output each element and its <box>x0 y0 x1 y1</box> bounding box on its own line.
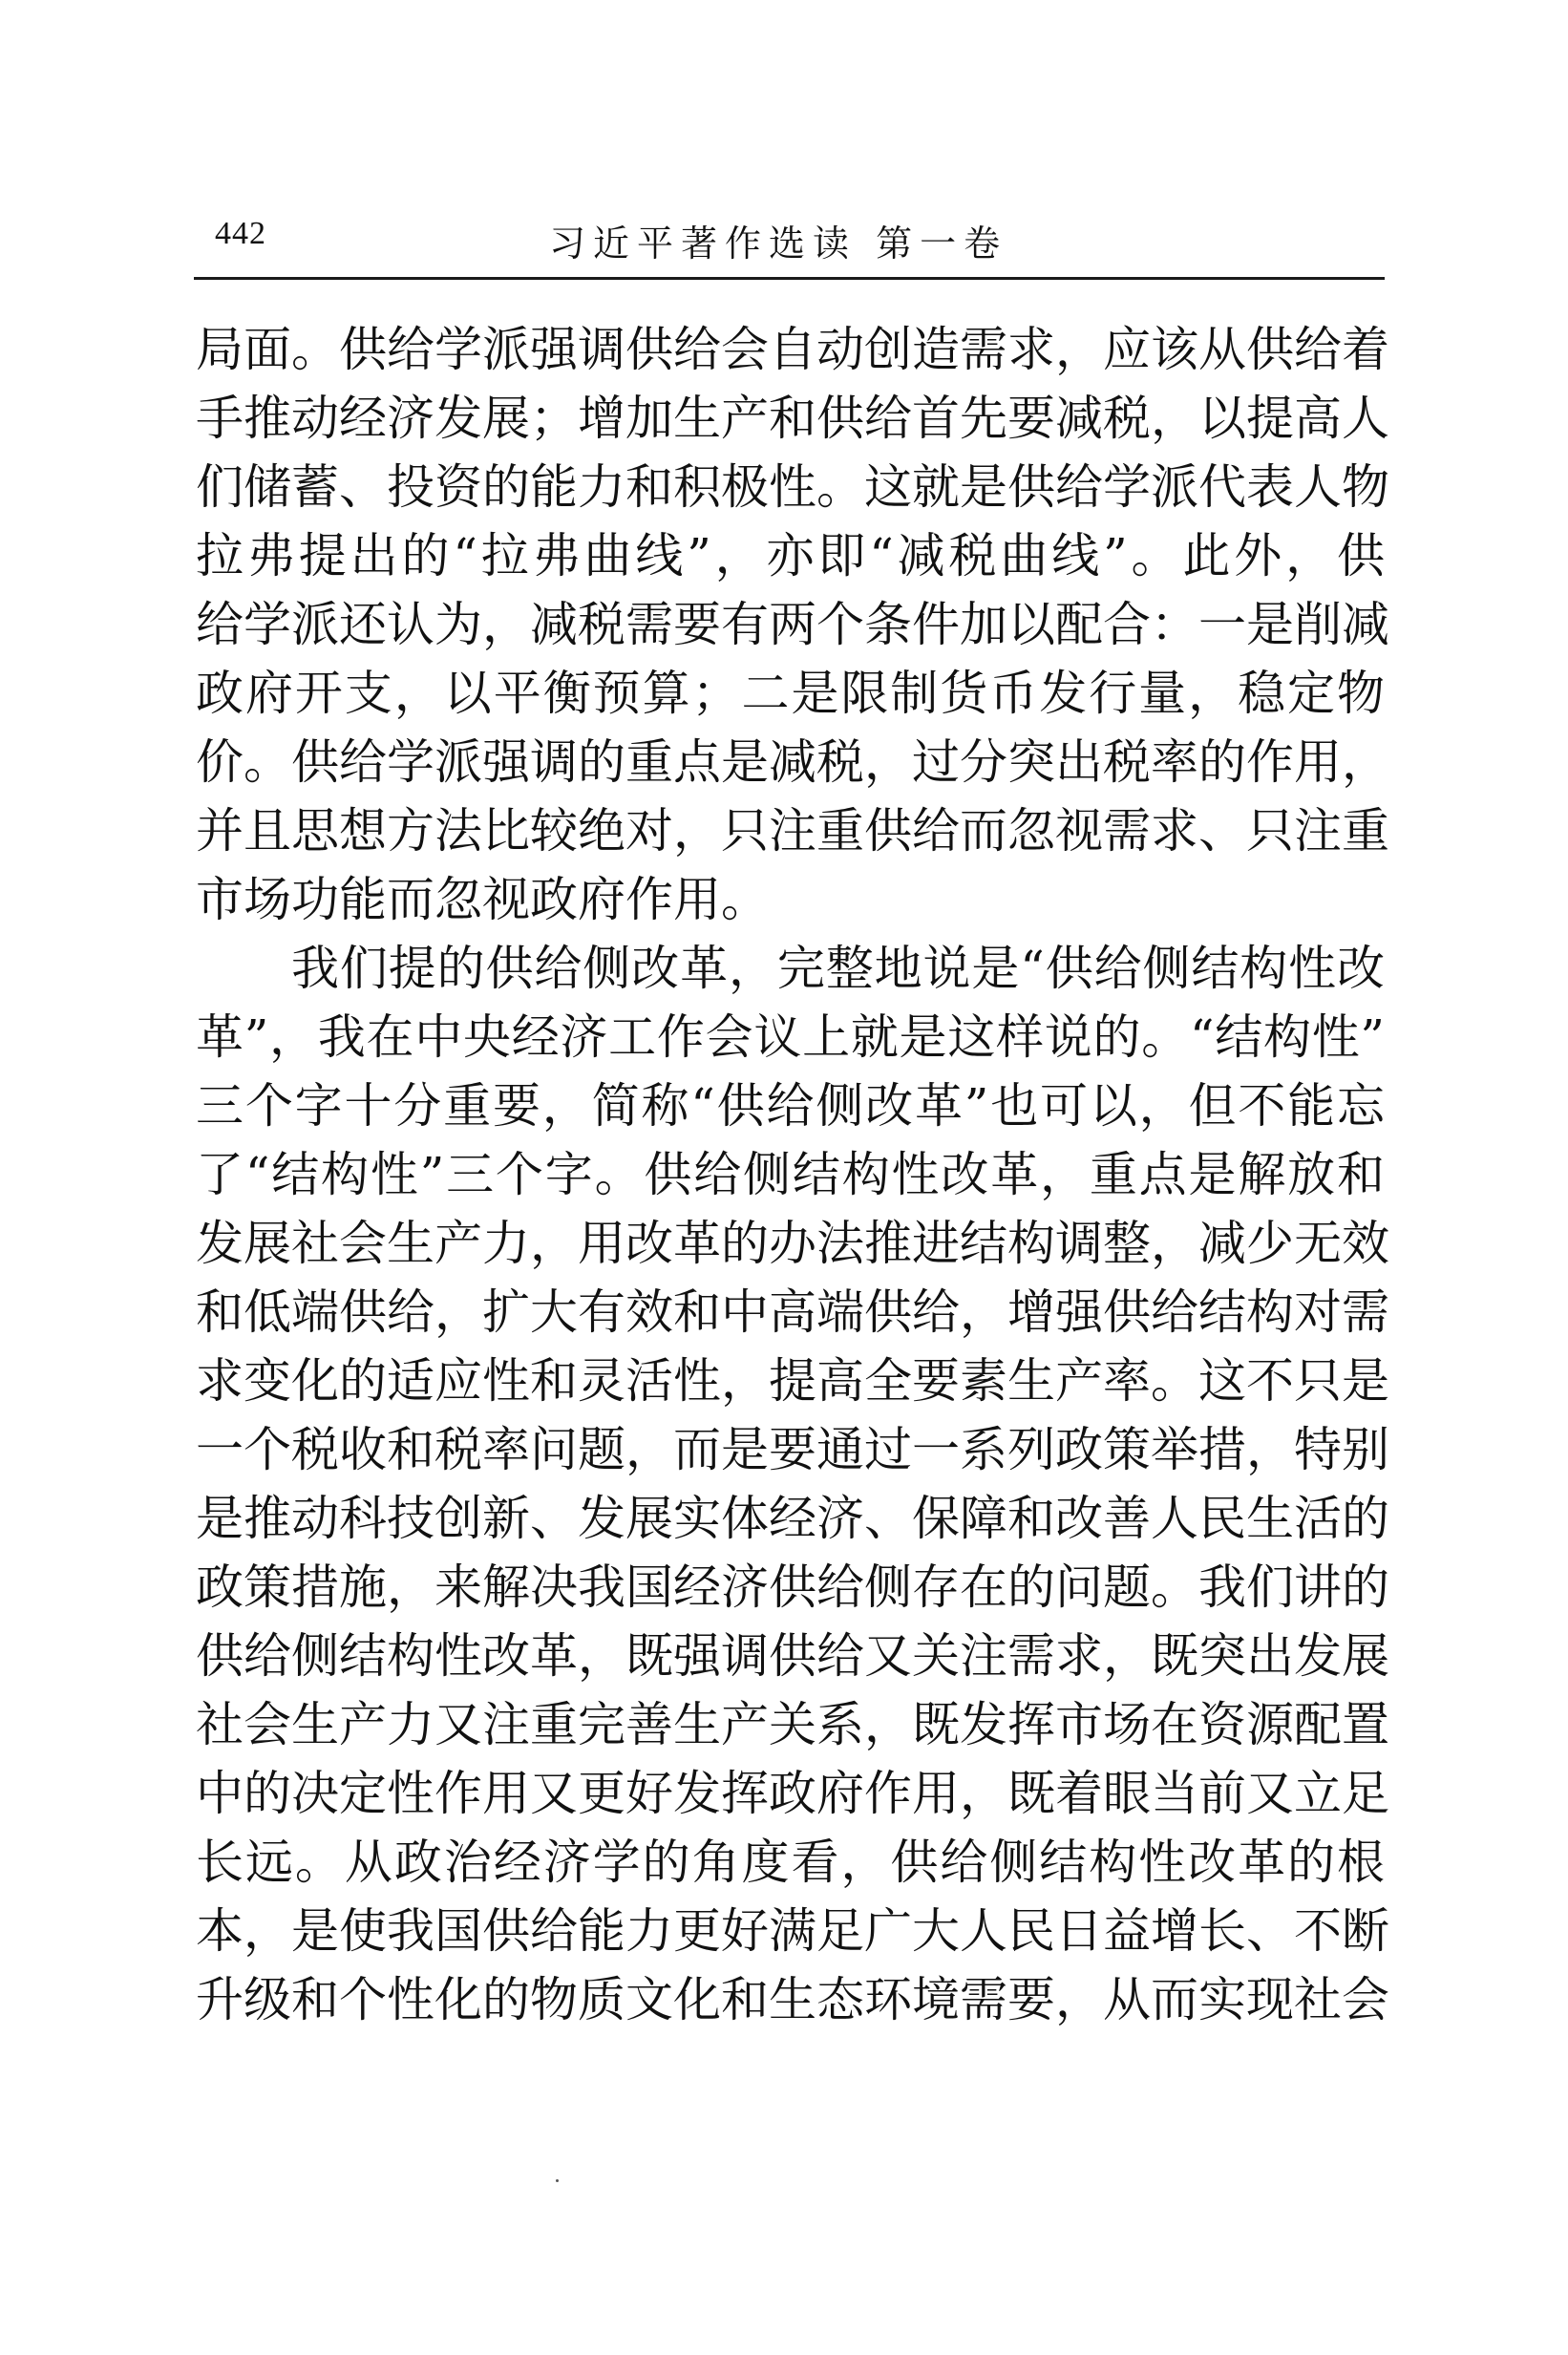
text-line: 政府开支，以平衡预算；二是限制货币发行量，稳定物 <box>196 666 1385 721</box>
header-rule <box>194 277 1385 280</box>
running-title: 习近平著作选读 第一卷 <box>549 223 1008 265</box>
text-line: 升级和个性化的物质文化和生态环境需要，从而实现社会 <box>196 1972 1389 2027</box>
text-line: 了“结构性”三个字。供给侧结构性改革，重点是解放和 <box>196 1147 1385 1202</box>
text-line: 求变化的适应性和灵活性，提高全要素生产率。这不只是 <box>196 1353 1389 1409</box>
text-line: 价。供给学派强调的重点是减税，过分突出税率的作用， <box>196 734 1389 790</box>
page-number: 442 <box>215 216 266 251</box>
text-line: 长远。从政治经济学的角度看，供给侧结构性改革的根 <box>196 1835 1385 1890</box>
text-line: 和低端供给，扩大有效和中高端供给，增强供给结构对需 <box>196 1284 1389 1340</box>
text-line: 市场功能而忽视政府作用。 <box>196 872 769 927</box>
text-line: 政策措施，来解决我国经济供给侧存在的问题。我们讲的 <box>196 1559 1389 1615</box>
text-line: 革”，我在中央经济工作会议上就是这样说的。“结构性” <box>196 1009 1385 1065</box>
text-line: 给学派还认为，减税需要有两个条件加以配合：一是削减 <box>196 597 1389 652</box>
text-line: 三个字十分重要，简称“供给侧改革”也可以，但不能忘 <box>196 1078 1385 1134</box>
text-line: 本，是使我国供给能力更好满足广大人民日益增长、不断 <box>196 1903 1389 1959</box>
text-line: 是推动科技创新、发展实体经济、保障和改善人民生活的 <box>196 1491 1389 1546</box>
text-line: 局面。供给学派强调供给会自动创造需求，应该从供给着 <box>196 322 1389 377</box>
body-text <box>196 315 1389 2034</box>
page-header <box>196 212 1385 269</box>
text-line: 社会生产力又注重完善生产关系，既发挥市场在资源配置 <box>196 1697 1389 1752</box>
text-line: 供给侧结构性改革，既强调供给又关注需求，既突出发展 <box>196 1628 1389 1684</box>
text-line: 我们提的供给侧改革，完整地说是“供给侧结构性改 <box>291 941 1385 996</box>
text-line: 一个税收和税率问题，而是要通过一系列政策举措，特别 <box>196 1422 1389 1477</box>
scan-speck <box>556 2179 559 2182</box>
text-line: 拉弗提出的“拉弗曲线”，亦即“减税曲线”。此外，供 <box>196 528 1385 583</box>
text-line: 中的决定性作用又更好发挥政府作用，既着眼当前又立足 <box>196 1766 1389 1821</box>
text-line: 们储蓄、投资的能力和积极性。这就是供给学派代表人物 <box>196 459 1389 515</box>
text-line: 发展社会生产力，用改革的办法推进结构调整，减少无效 <box>196 1216 1389 1271</box>
text-line: 手推动经济发展；增加生产和供给首先要减税，以提高人 <box>196 391 1389 446</box>
text-line: 并且思想方法比较绝对，只注重供给而忽视需求、只注重 <box>196 803 1389 859</box>
